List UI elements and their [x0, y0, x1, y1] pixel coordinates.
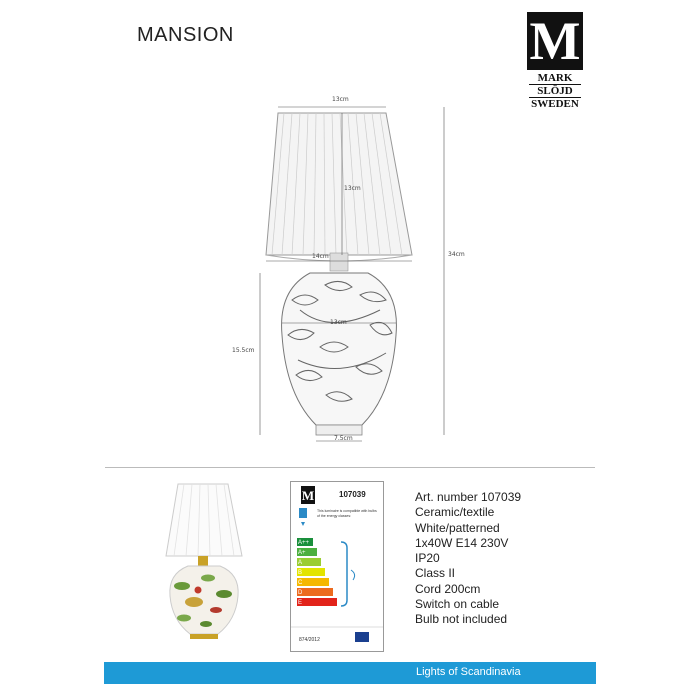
section-divider	[105, 467, 595, 468]
dim-body-width: 13cm	[330, 319, 347, 326]
product-title: MANSION	[137, 24, 234, 46]
brand-line-2: SLÖJD	[537, 85, 573, 97]
spec-line: White/patterned	[415, 520, 500, 535]
energy-article: 107039	[339, 490, 366, 499]
dim-total-height: 34cm	[448, 251, 465, 258]
product-specs	[415, 490, 521, 628]
lamp-shade-drawing	[266, 113, 412, 261]
spec-line: Class II	[415, 566, 456, 581]
brand-line-1: MARK	[537, 72, 573, 84]
energy-note: This luminaire is compatible with bulbs of the energy classes:	[317, 509, 377, 518]
dim-foot-width: 7.5cm	[334, 435, 353, 442]
energy-class-1: A+	[298, 550, 306, 556]
dim-shade-height: 13cm	[344, 185, 361, 192]
spec-line: 1x40W E14 230V	[415, 535, 509, 550]
spec-line: Art. number 107039	[415, 490, 522, 504]
energy-class-2: A	[298, 560, 303, 566]
energy-class-6: E	[298, 600, 303, 606]
footer-text: Lights of Scandinavia	[416, 666, 521, 678]
spec-line: Ceramic/textile	[415, 505, 495, 520]
energy-regulation: 874/2012	[299, 637, 320, 643]
spec-line: Switch on cable	[415, 597, 500, 612]
energy-class-5: D	[298, 590, 303, 596]
dim-shade-width: 13cm	[332, 96, 349, 103]
spec-line: IP20	[415, 551, 440, 566]
dim-shade-bottom: 14cm	[312, 253, 329, 260]
lamp-product-photo	[150, 478, 260, 653]
energy-label	[290, 481, 384, 652]
energy-class-labels	[298, 538, 309, 608]
footer-bar	[104, 662, 596, 684]
energy-class-0: A++	[298, 540, 310, 546]
lamp-technical-drawing	[230, 95, 480, 455]
spec-line: Bulb not included	[415, 612, 508, 627]
lamp-body-drawing	[282, 273, 397, 425]
energy-class-3: B	[298, 570, 303, 576]
svg-text:M: M	[301, 488, 315, 503]
brand-line-3: SWEDEN	[531, 98, 579, 110]
spec-line: Cord 200cm	[415, 581, 481, 596]
dim-base-height: 15.5cm	[232, 347, 255, 354]
brand-logo-letter: M	[527, 12, 583, 70]
brand-logo	[527, 12, 583, 122]
energy-class-4: C	[298, 580, 303, 586]
